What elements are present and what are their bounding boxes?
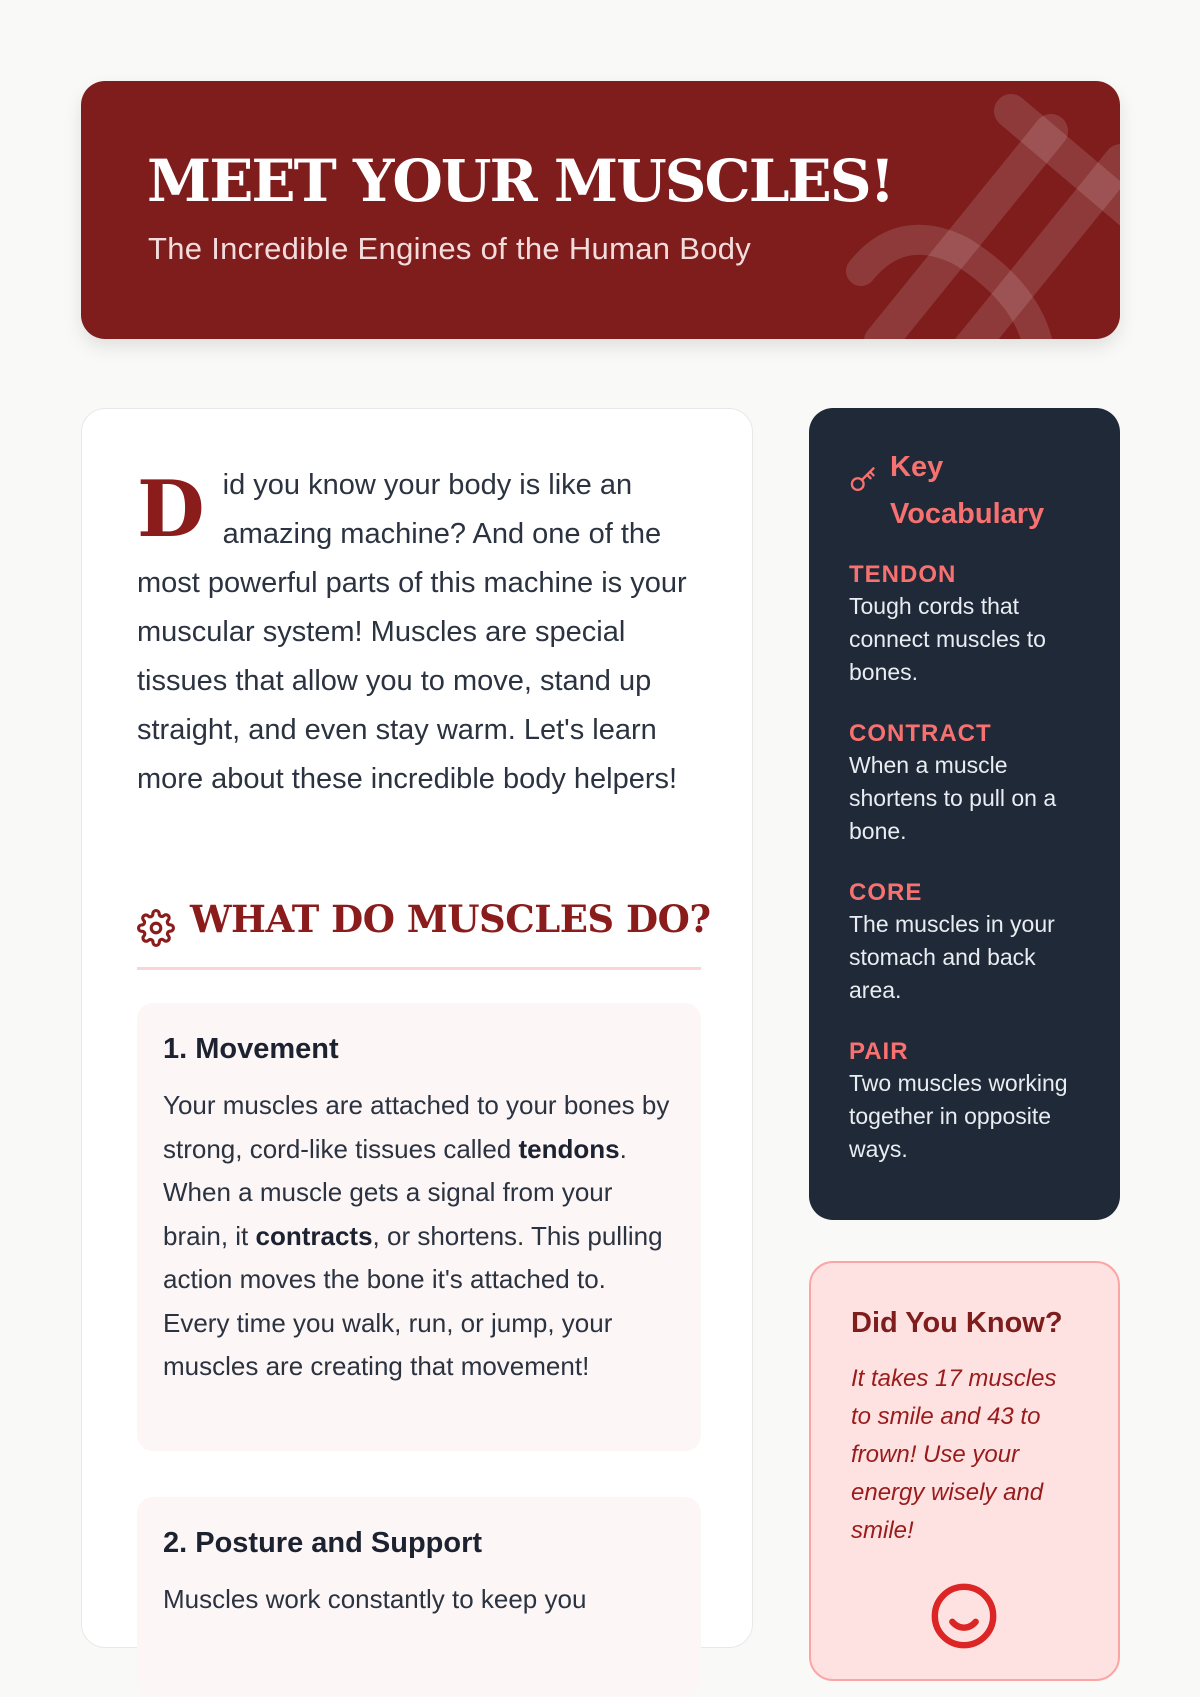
intro-text: id you know your body is like an amazing machine? And one of the most powerful parts of this machine is your muscular system! Muscles are special tissues that allow you to move, stand up straight, and even stay warm. Let's learn more about these incredible body helpers! (137, 469, 687, 795)
card-text: Your muscles are attached to your bones by strong, cord-like tissues called tendons. When a muscle gets a signal from your brain, it contracts, or shortens. This pulling action moves the bone it's attached to. Every time you walk, run, or jump, your muscles are creating that movement! (163, 1090, 670, 1381)
drop-cap: D (137, 464, 205, 555)
page-title: MEET YOUR MUSCLES! (147, 147, 894, 215)
term-definition: The muscles in your stomach and back area. (849, 911, 1055, 1003)
term-name: TENDON (849, 561, 957, 588)
intro-paragraph (137, 461, 699, 804)
smile-icon (929, 1581, 999, 1651)
term-definition: Tough cords that connect muscles to bones. (849, 593, 1046, 685)
gear-icon (137, 909, 175, 947)
term-definition: When a muscle shortens to pull on a bone. (849, 752, 1057, 844)
term-name: CONTRACT (849, 720, 992, 747)
key-icon (849, 466, 877, 494)
hero-banner (81, 81, 1120, 339)
info-card-posture (137, 1497, 701, 1697)
vocab-term (849, 719, 1080, 848)
term-highlight: tendons (518, 1133, 620, 1164)
vocab-term (849, 560, 1080, 689)
section-title: WHAT DO MUSCLES DO? (190, 897, 711, 941)
vocab-term (849, 878, 1080, 1007)
did-you-know-text: It takes 17 muscles to smile and 43 to frown! Use your energy wisely and smile! (851, 1365, 1057, 1544)
page-subtitle: The Incredible Engines of the Human Body (148, 231, 752, 266)
vocab-heading (849, 448, 1080, 560)
key-vocabulary-panel (809, 408, 1120, 1220)
did-you-know-title: Did You Know? (851, 1307, 1063, 1339)
term-name: PAIR (849, 1038, 909, 1065)
vocab-term (849, 1037, 1080, 1166)
info-card-movement (137, 1003, 701, 1451)
did-you-know-box (809, 1261, 1120, 1681)
term-name: CORE (849, 879, 923, 906)
vocab-title: Key Vocabulary (890, 451, 1045, 530)
card-text: Muscles work constantly to keep you (163, 1584, 587, 1614)
card-title: 1. Movement (163, 1033, 339, 1065)
section-heading (137, 897, 711, 970)
term-definition: Two muscles working together in opposite ways. (849, 1070, 1068, 1162)
card-title: 2. Posture and Support (163, 1527, 483, 1559)
main-content-card (81, 408, 753, 1648)
term-highlight: contracts (255, 1220, 373, 1251)
